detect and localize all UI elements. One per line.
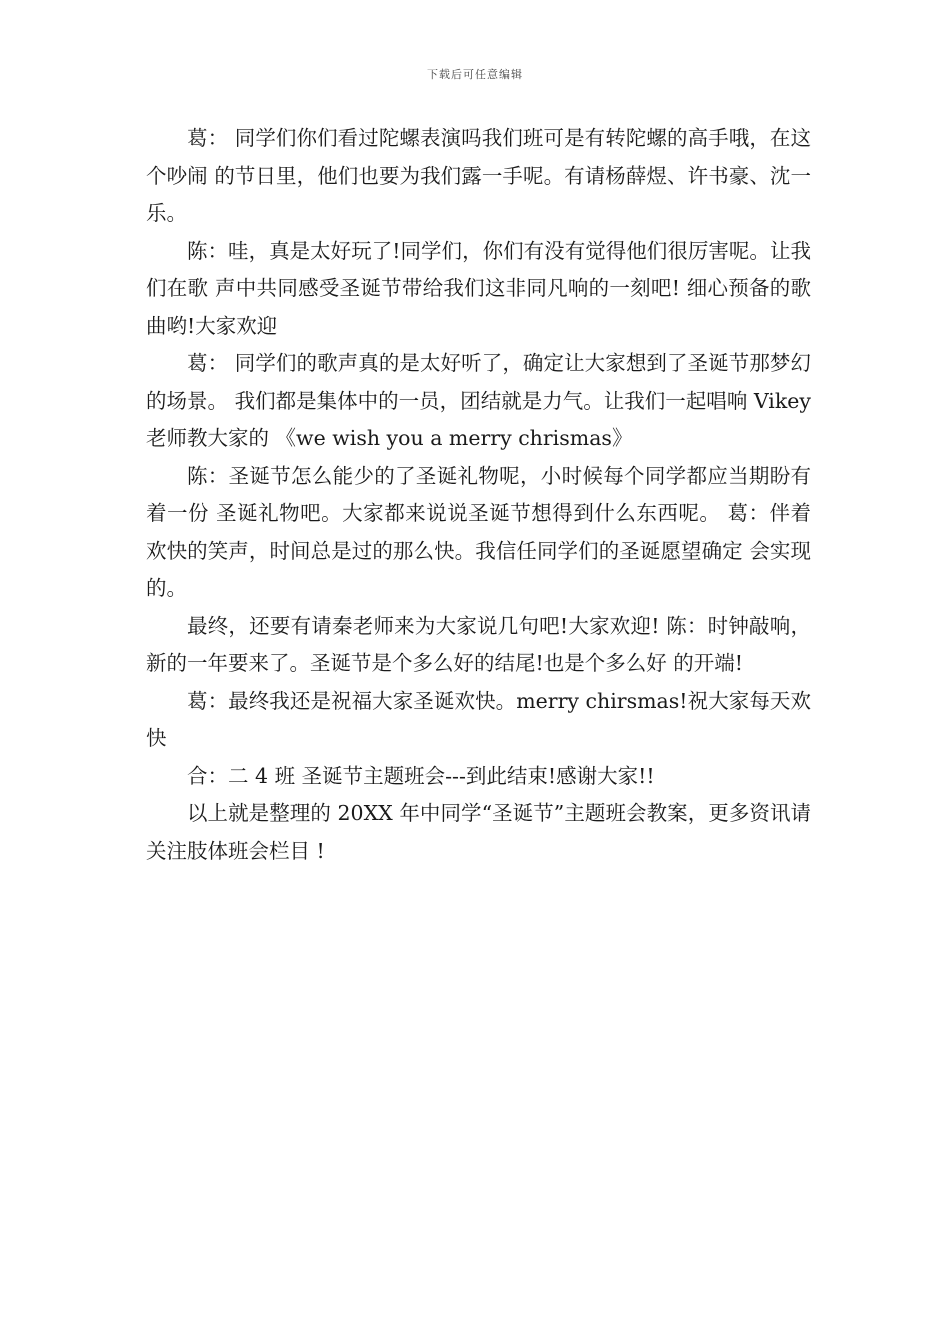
page-header: 下载后可任意编辑 xyxy=(427,68,523,81)
paragraph: 葛： 同学们你们看过陀螺表演吗我们班可是有转陀螺的高手哦，在这个吵闹 的节日里，他们也要为我们露一手呢。有请杨薛煜、许书豪、沈一乐。 xyxy=(146,126,811,225)
paragraph: 葛：最终我还是祝福大家圣诞欢快。merry chirsmas!祝大家每天欢快 xyxy=(146,688,811,750)
document-body xyxy=(146,120,811,870)
paragraph: 以上就是整理的 20XX 年中同学“圣诞节”主题班会教案，更多资讯请关注肢体班会栏目 ! xyxy=(146,801,811,863)
paragraph: 葛： 同学们的歌声真的是太好听了，确定让大家想到了圣诞节那梦幻的场景。 我们都是集体中的一员，团结就是力气。让我们一起唱响 Vikey 老师教大家的 《we wish you a merry chrismas》 xyxy=(146,351,811,450)
paragraph: 合：二 4 班 圣诞节主题班会---到此结束!感谢大家!! xyxy=(187,763,655,788)
paragraph: 陈：哇，真是太好玩了!同学们，你们有没有觉得他们很厉害呢。让我们在歌 声中共同感受圣诞节带给我们这非同凡响的一刻吧! 细心预备的歌曲哟!大家欢迎 xyxy=(146,238,811,338)
paragraph: 最终，还要有请秦老师来为大家说几句吧!大家欢迎! 陈：时钟敲响，新的一年要来了。圣诞节是个多么好的结尾!也是个多么好 的开端! xyxy=(146,613,811,675)
paragraph: 陈：圣诞节怎么能少的了圣诞礼物呢，小时候每个同学都应当期盼有着一份 圣诞礼物吧。大家都来说说圣诞节想得到什么东西呢。 葛：伴着欢快的笑声，时间总是过的那么快。我信任同学们的圣诞愿望确定 会实现的。 xyxy=(146,463,811,600)
